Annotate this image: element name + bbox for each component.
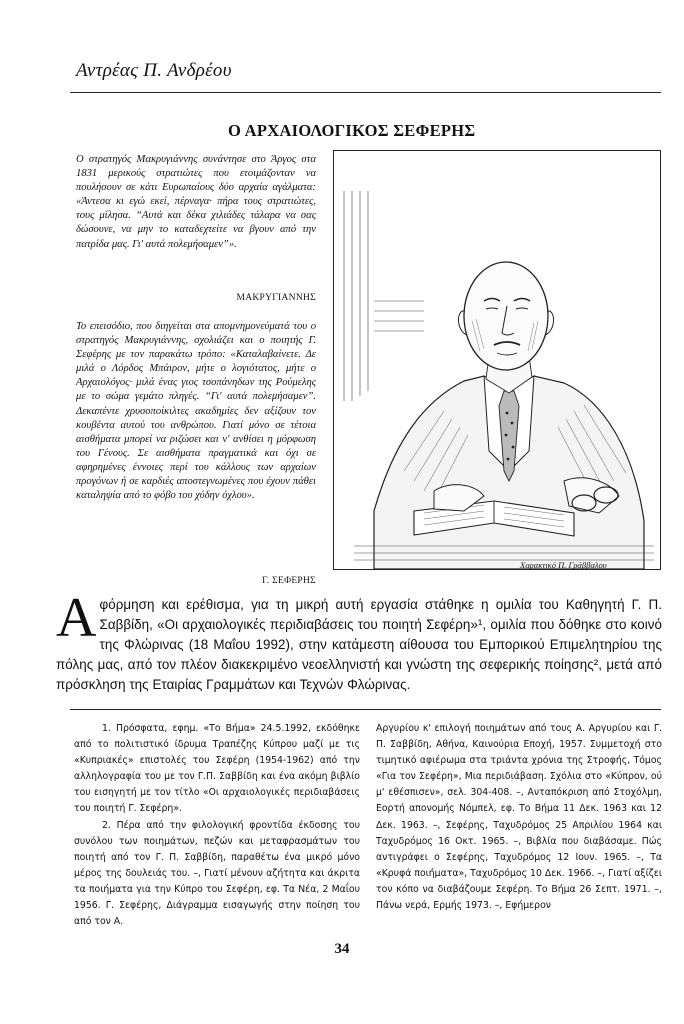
epigraph-makrygiannis: Ο στρατηγός Μακρυγιάννης συνάντησε στο Άργος στα 1831 μερικούς στρατιώτες που ετοιμάζονταν να πουλήσουν σε κάτι Ευρωπαίους δύο αρχαία αγάλματα: «Άντεσα κι εγώ εκεί, πέρναγα· πήρα τους στρατιώτες, τους μίλησα. “Αυτά και δέκα χιλιάδες τάλαρα να σας δώσουνε, να μην το καταδεχτείτε να βγουν από την πατρίδα μας. Γι' αυτά πολεμήσαμεν”». — [76, 154, 316, 250]
epigraph-seferis: Το επεισόδιο, που διηγείται στα απομνημονεύματά του ο στρατηγός Μακρυγιάννης, σχολιάζει και ο ποιητής Γ. Σεφέρης με τον παρακάτω τρόπο: «Καταλαβαίνετε. Δε μιλά ο Λόρδος Μπάιρον, μήτε ο λογιότατος, μήτε ο Αρχαιολόγος· μιλά ένας γιος τσοπάνηδων της Ρούμελης με το σώμα γεμάτο πληγές. “Γι' αυτά πολεμήσαμεν”. Δεκαπέντε χρυσοποίκιλτες ακαδημίες δεν αξίζουν τον κουβέντα αυτού του ανθρώπου. Γιατί μόνο σε τέτοια αισθήματα μπορεί να ριζώσει και ν' ανθίσει η μόρφωση του Γένους. Σε αισθήματα πραγματικά και όχι σε αφηρημένες έννοιες περί του κάλλους των αρχαίων προγόνων ή σε καρδιές αποστεγνωμένες που έχουν πάθει καταληψία από το φόβο του χύδην όχλου». — [76, 321, 316, 502]
footnote-2: 2. Πέρα από την φιλολογική φροντίδα έκδοσης του συνόλου των ποιημάτων, πεζών και μεταφρασμάτων του ποιητή από τον Γ. Π. Σαββίδη, παραθέτω ένα μικρό μόνο μέρος της δουλειάς του. –, Γιατί μένουν αζήτητα και άκριτα τα ποιήματα για την Κύπρο του Σεφέρη, εφ. Τα Νέα, 2 Μαΐου 1956. Γ. Σεφέρης, Διάγραμμα εισαγωγής στην ποίηση του από τον Α. — [74, 819, 360, 928]
footnotes-right-column — [376, 721, 662, 914]
figure-caption: Χαρακτικό Π. Γράββαλου — [520, 560, 607, 570]
footnotes-left-column — [74, 721, 360, 930]
header-rule — [70, 92, 661, 93]
intro-text: φόρμηση και ερέθισμα, για τη μικρή αυτή εργασία στάθηκε η ομιλία του Καθηγητή Γ. Π. Σαββίδη, «Οι αρχαιολογικές περιδιαβάσεις του ποιητή Σεφέρη»¹, ομιλία που δόθηκε στο κοινό της Φλώρινας (18 Μαΐου 1992), στην κατάμεστη αίθουσα του Εμπορικού Επιμελητηρίου της πόλης μας, από τον πλέον διακεκριμένο νεοελληνιστή και γνώστη της σεφερικής ποίησης², μετά από πρόσκληση της Εταιρίας Γραμμάτων και Τεχνών Φλώρινας. — [56, 597, 662, 692]
footnote-2-continued: Αργυρίου κ' επιλογή ποιημάτων από τους Α. Αργυρίου και Γ. Π. Σαββίδη, Αθήνα, Καινούρια Εποχή, 1957. Συμμετοχή στο τιμητικό αφιέρωμα στα τριάντα χρόνια της Στροφής, Τόμος «Για τον Σεφέρη», Μια περιδιάβαση. Σχόλια στο «Κύπρον, ού μ' εθέσπισεν», σελ. 304-408. –, Ανταπόκριση από Στοχόλμη, Εορτή απονομής Νόμπελ, εφ. Το Βήμα 11 Δεκ. 1963 και 12 Δεκ. 1963. –, Σεφέρης, Ταχυδρόμος 25 Απριλίου 1964 και Ταχυδρόμος 16 Οκτ. 1965. –, Βιβλία που διαβάσαμε. Πώς αντιγράφει ο Σεφέρης, Ταχυδρόμος 12 Ιουν. 1965. –, Τα «Κρυφά ποιήματα», Ταχυδρόμος 10 Δεκ. 1966. –, Γιατί αξίζει τον κόπο να διαβάζουμε Σεφέρη. Το Βήμα 26 Σεπτ. 1971. –, Πάνω νερά, Ερμής 1973. –, Εφήμερον — [376, 723, 662, 912]
footnote-rule — [70, 709, 661, 710]
footnote-1: 1. Πρόσφατα, εφημ. «Το Βήμα» 24.5.1992, εκδόθηκε από το πολιτιστικό ίδρυμα Τραπέζης Κύπρου μαζί με τις «Κυπριακές» επιστολές του Σεφέρη (1954-1962) από την αλληλογραφία του με τον Γ.Π. Σαββίδη και ένα ακόμη βιβλίο του εισηγητή με τον τίτλο «Οι αρχαιολογικές περιδιαβάσεις του ποιητή Γ. Σεφέρη». — [74, 723, 360, 815]
portrait-engraving — [333, 150, 661, 570]
intro-paragraph — [56, 587, 662, 695]
epigraph-attribution: ΜΑΚΡΥΓΙΑΝΝΗΣ — [236, 293, 316, 303]
article-title: Ο ΑΡΧΑΙΟΛΟΓΙΚΟΣ ΣΕΦΕΡΗΣ — [228, 121, 476, 140]
page-number: 34 — [334, 941, 350, 957]
header-author: Αντρέας Π. Ανδρέου — [76, 60, 232, 81]
drop-cap: Α — [56, 587, 97, 649]
epigraph-attribution: Γ. ΣΕΦΕΡΗΣ — [262, 576, 316, 586]
portrait-illustration — [334, 151, 660, 569]
